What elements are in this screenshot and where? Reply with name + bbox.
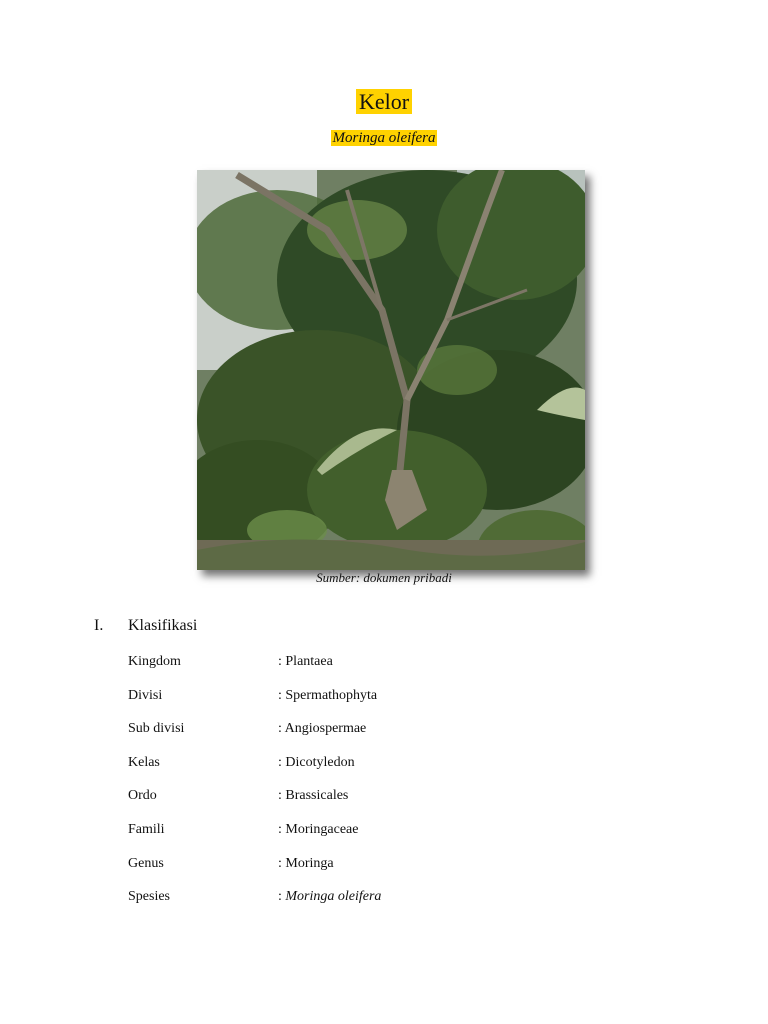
row-label: Kingdom <box>128 654 181 669</box>
scientific-name-highlight: Moringa oleifera <box>332 130 436 146</box>
moringa-tree-photo <box>197 170 585 570</box>
row-value: : Spermathophyta <box>278 687 378 703</box>
classification-row-divisi <box>128 686 381 720</box>
row-value: : Brassicales <box>278 788 349 804</box>
classification-row-genus <box>128 854 381 888</box>
classification-row-kelas <box>128 753 381 787</box>
row-label: Spesies <box>128 889 170 905</box>
scientific-name <box>0 128 768 148</box>
page-title <box>0 88 768 116</box>
row-label: Famili <box>128 821 165 837</box>
row-value: : Dicotyledon <box>278 754 355 770</box>
image-caption: Sumber: dokumen pribadi <box>316 570 452 585</box>
section-heading <box>94 616 197 636</box>
classification-row-spesies <box>128 887 381 921</box>
row-value: : Plantaea <box>278 654 333 669</box>
title-highlight: Kelor <box>356 89 412 114</box>
row-label: Divisi <box>128 687 163 703</box>
row-label: Ordo <box>128 788 157 804</box>
classification-row-kingdom <box>128 652 381 686</box>
section-number: I. <box>94 617 104 634</box>
row-label: Kelas <box>128 754 160 770</box>
tree-photo-illustration <box>197 170 585 570</box>
section-title: Klasifikasi <box>128 617 198 634</box>
row-value: : Moringa <box>278 855 334 871</box>
classification-row-sub-divisi <box>128 719 381 753</box>
row-value-prefix: : <box>278 889 286 905</box>
classification-table <box>128 652 381 921</box>
classification-row-famili <box>128 820 381 854</box>
row-label: Genus <box>128 855 164 871</box>
row-value: : Angiospermae <box>278 721 367 737</box>
row-value: : Moringaceae <box>278 821 359 837</box>
row-value-italic: Moringa oleifera <box>285 889 382 905</box>
row-value <box>278 887 381 921</box>
classification-row-ordo <box>128 786 381 820</box>
row-label: Sub divisi <box>128 721 185 737</box>
